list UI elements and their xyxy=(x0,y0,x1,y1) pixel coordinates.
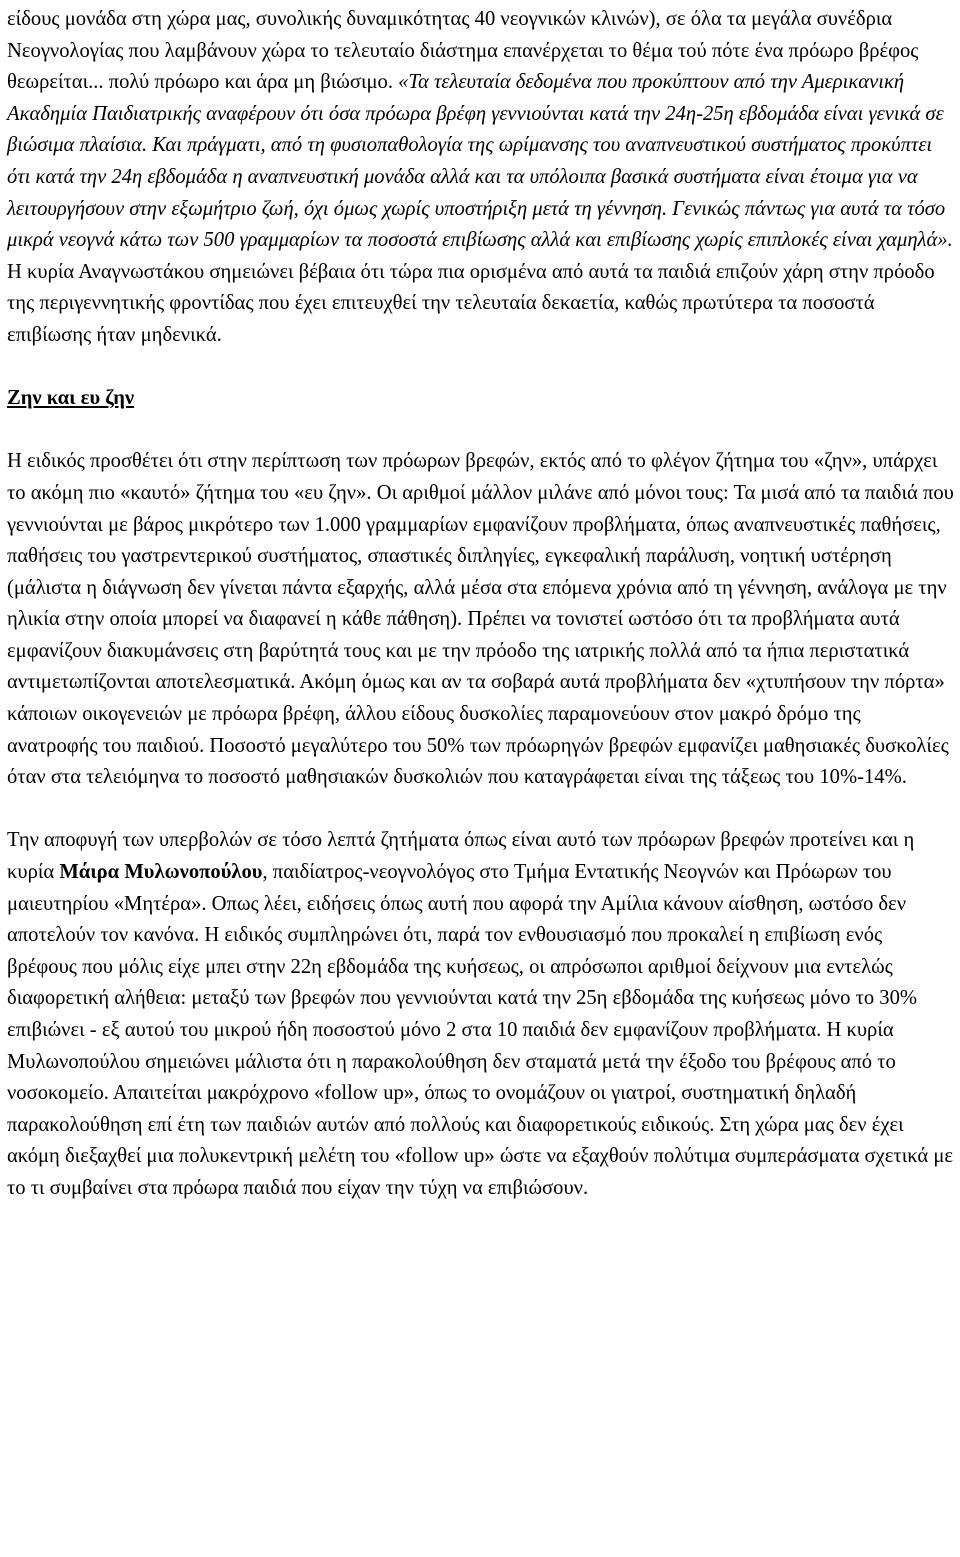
paragraph-3 xyxy=(7,825,954,1204)
person-name: Μάιρα Μυλωνοπούλου xyxy=(59,861,263,884)
paragraph-3-after-name: , παιδίατρος-νεογνολόγος στο Τμήμα Εντατικής Νεογνών και Πρόωρων του μαιευτηρίου «Μητέρα». Οπως λέει, ειδήσεις όπως αυτή που αφορά την Αμίλια κάνουν αίσθηση, ωστόσο δεν αποτελούν τον κανόνα. Η ειδικός συμπληρώνει ότι, παρά τον ενθουσιασμό που προκαλεί η επιβίωση ενός βρέφους που μόλις είχε μπει στην 22η εβδομάδα της κυήσεως, οι απρόσωποι αριθμοί δείχνουν μια εντελώς διαφορετική αλήθεια: μεταξύ των βρεφών που γεννιούνται κατά την 25η εβδομάδα της κυήσεως μόνο το 30% επιβιώνει - εξ αυτού του μικρού ήδη ποσοστού μόνο 2 στα 10 παιδιά δεν εμφανίζουν προβλήματα. Η κυρία Μυλωνοπούλου σημειώνει μάλιστα ότι η παρακολούθηση δεν σταματά μετά την έξοδο του βρέφους από το νοσοκομείο. Απαιτείται μακρόχρονο «follow up», όπως το ονομάζουν οι γιατροί, συστηματική δηλαδή παρακολούθηση επί έτη των παιδιών αυτών από πολλούς και διαφορετικούς ειδικούς. Στη χώρα μας δεν έχει ακόμη διεξαχθεί μια πολυκεντρική μελέτη του «follow up» ώστε να εξαχθούν πολύτιμα συμπεράσματα σχετικά με το τι συμβαίνει στα πρόωρα παιδιά που είχαν την τύχη να επιβιώσουν. xyxy=(7,861,954,1199)
section-heading: Ζην και ευ ζην xyxy=(7,387,135,410)
paragraph-1 xyxy=(7,4,954,352)
paragraph-1-intro: είδους μονάδα στη χώρα μας, συνολικής δυναμικότητας 40 νεογνικών κλινών), σε όλα τα μεγάλα συνέδρια Νεογνολογίας που λαμβάνουν χώρα το τελευταίο διάστημα επανέρχεται το θέμα τού πότε ένα πρόωρο βρέφος θεωρείται... πολύ πρόωρο και άρα μη βιώσιμο. xyxy=(7,8,919,94)
paragraph-3-before-name: Την αποφυγή των υπερβολών σε τόσο λεπτά ζητήματα όπως είναι αυτό των πρόωρων βρεφών προτείνει και η κυρία xyxy=(7,829,915,884)
paragraph-1-outro: Η κυρία Αναγνωστάκου σημειώνει βέβαια ότι τώρα πια ορισμένα από αυτά τα παιδιά επιζούν χάρη στην πρόοδο της περιγεννητικής φροντίδας που έχει επιτευχθεί την τελευταία δεκαετία, καθώς πρωτύτερα τα ποσοστά επιβίωσης ήταν μηδενικά. xyxy=(7,260,935,346)
paragraph-2: Η ειδικός προσθέτει ότι στην περίπτωση των πρόωρων βρεφών, εκτός από το φλέγον ζήτημα του «ζην», υπάρχει το ακόμη πιο «καυτό» ζήτημα του «ευ ζην». Οι αριθμοί μάλλον μιλάνε από μόνοι τους: Τα μισά από τα παιδιά που γεννιούνται με βάρος μικρότερο των 1.000 γραμμαρίων εμφανίζουν προβλήματα, όπως αναπνευστικές παθήσεις, παθήσεις του γαστρεντερικού συστήματος, σπαστικές διπληγίες, εγκεφαλική παράλυση, νοητική υστέρηση (μάλιστα η διάγνωση δεν γίνεται πάντα εξαρχής, αλλά μέσα στα επόμενα χρόνια από τη γέννηση, ανάλογα με την ηλικία στην οποία μπορεί να διαφανεί η κάθε πάθηση). Πρέπει να τονιστεί ωστόσο ότι τα προβλήματα αυτά εμφανίζουν διακυμάνσεις στη βαρύτητά τους και με την πρόοδο της ιατρικής πολλά από τα ήπια περιστατικά αντιμετωπίζονται αποτελεσματικά. Ακόμη όμως και αν τα σοβαρά αυτά προβλήματα δεν «χτυπήσουν την πόρτα» κάποιων οικογενειών με πρόωρα βρέφη, άλλου είδους δυσκολίες παραμονεύουν στον μακρό δρόμο της ανατροφής του παιδιού. Ποσοστό μεγαλύτερο του 50% των πρόωρηγών βρεφών εμφανίζει μαθησιακές δυσκολίες όταν στα τελειόμηνα το ποσοστό μαθησιακών δυσκολιών που καταγράφεται είναι της τάξεως του 10%-14%. xyxy=(7,450,954,789)
paragraph-1-quote: «Τα τελευταία δεδομένα που προκύπτουν από την Αμερικανική Ακαδημία Παιδιατρικής αναφέρουν ότι όσα πρόωρα βρέφη γεννιούνται κατά την 24η-25η εβδομάδα είναι γενικά σε βιώσιμα πλαίσια. Και πράγματι, από τη φυσιοπαθολογία της ωρίμανσης του αναπνευστικού συστήματος προκύπτει ότι κατά την 24η εβδομάδα η αναπνευστική μονάδα αλλά και τα υπόλοιπα βασικά συστήματα είναι έτοιμα για να λειτουργήσουν στην εξωμήτριο ζωή, όχι όμως χωρίς υποστήριξη μετά τη γέννηση. Γενικώς πάντως για αυτά τα τόσο μικρά νεογνά κάτω των 500 γραμμαρίων τα ποσοστά επιβίωσης αλλά και επιβίωσης χωρίς επιπλοκές είναι χαμηλά». xyxy=(7,71,953,252)
